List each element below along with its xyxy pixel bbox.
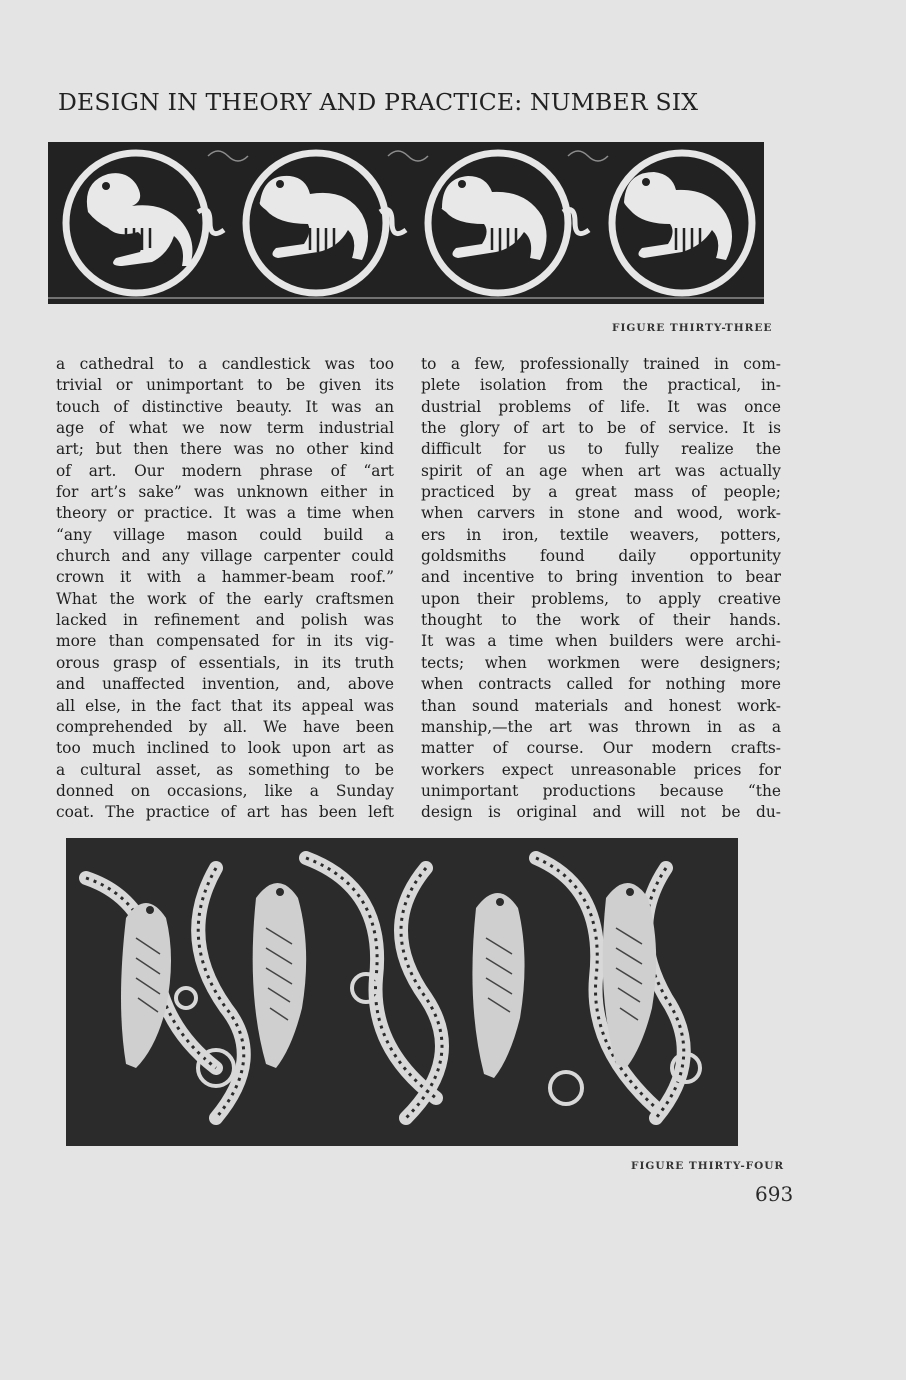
text-line: too much inclined to look upon art as (56, 739, 394, 758)
figure-thirty-four-frieze (66, 838, 738, 1146)
text-line: coat. The practice of art has been left (56, 803, 394, 822)
text-line: for art’s sake” was unknown either in (56, 483, 394, 502)
text-line: comprehended by all. We have been (56, 717, 394, 736)
text-line: when contracts called for nothing more (421, 675, 781, 694)
text-column-left (56, 354, 394, 824)
text-line: when carvers in stone and wood, work- (421, 504, 781, 523)
text-line: than sound materials and honest work- (421, 696, 781, 715)
text-line: “any village mason could build a (56, 525, 394, 544)
text-line: ers in iron, textile weavers, potters, (421, 525, 781, 544)
text-line: crown it with a hammer-beam roof.” (56, 568, 394, 587)
text-line: theory or practice. It was a time when (56, 504, 394, 523)
text-line: of art. Our modern phrase of “art (56, 461, 394, 480)
text-line: to a few, professionally trained in com- (421, 355, 781, 373)
text-line: workers expect unreasonable prices for (421, 760, 781, 779)
text-line: tects; when workmen were designers; (421, 653, 781, 672)
figure-thirty-four-caption: FIGURE THIRTY-FOUR (631, 1160, 785, 1172)
text-line: upon their problems, to apply creative (421, 589, 781, 608)
figure-thirty-three-frieze (48, 142, 764, 304)
text-line: difficult for us to fully realize the (421, 440, 781, 459)
text-line: and incentive to bring invention to bear (421, 568, 781, 587)
text-line: art; but then there was no other kind (56, 440, 394, 459)
text-line: a cultural asset, as something to be (56, 760, 394, 779)
text-line: It was a time when builders were archi- (421, 632, 781, 651)
text-line: a cathedral to a candlestick was too (56, 355, 394, 373)
text-line: age of what we now term industrial (56, 419, 394, 438)
text-line: plete isolation from the practical, in- (421, 376, 781, 395)
page-number: 693 (755, 1182, 794, 1206)
text-line: unimportant productions because “the (421, 781, 781, 800)
text-line: dustrial problems of life. It was once (421, 397, 781, 416)
text-line: orous grasp of essentials, in its truth (56, 653, 394, 672)
text-line: What the work of the early craftsmen (56, 589, 394, 608)
text-line: manship,—the art was thrown in as a (421, 717, 781, 736)
text-line: and unaffected invention, and, above (56, 675, 394, 694)
figure-thirty-three-caption: FIGURE THIRTY-THREE (612, 322, 773, 334)
text-line: trivial or unimportant to be given its (56, 376, 394, 395)
text-line: thought to the work of their hands. (421, 611, 781, 630)
text-line: spirit of an age when art was actually (421, 461, 781, 480)
text-column-right (421, 354, 781, 824)
text-line: lacked in refinement and polish was (56, 611, 394, 630)
text-line: church and any village carpenter could (56, 547, 394, 566)
text-line: all else, in the fact that its appeal was (56, 696, 394, 715)
page-title: DESIGN IN THEORY AND PRACTICE: NUMBER SIX (58, 88, 699, 116)
text-line: practiced by a great mass of people; (421, 483, 781, 502)
text-line: touch of distinctive beauty. It was an (56, 397, 394, 416)
text-line: goldsmiths found daily opportunity (421, 547, 781, 566)
text-line: matter of course. Our modern crafts- (421, 739, 781, 758)
text-line: the glory of art to be of service. It is (421, 419, 781, 438)
text-line: more than compensated for in its vig- (56, 632, 394, 651)
text-line: donned on occasions, like a Sunday (56, 781, 394, 800)
text-line: design is original and will not be du- (421, 803, 781, 822)
